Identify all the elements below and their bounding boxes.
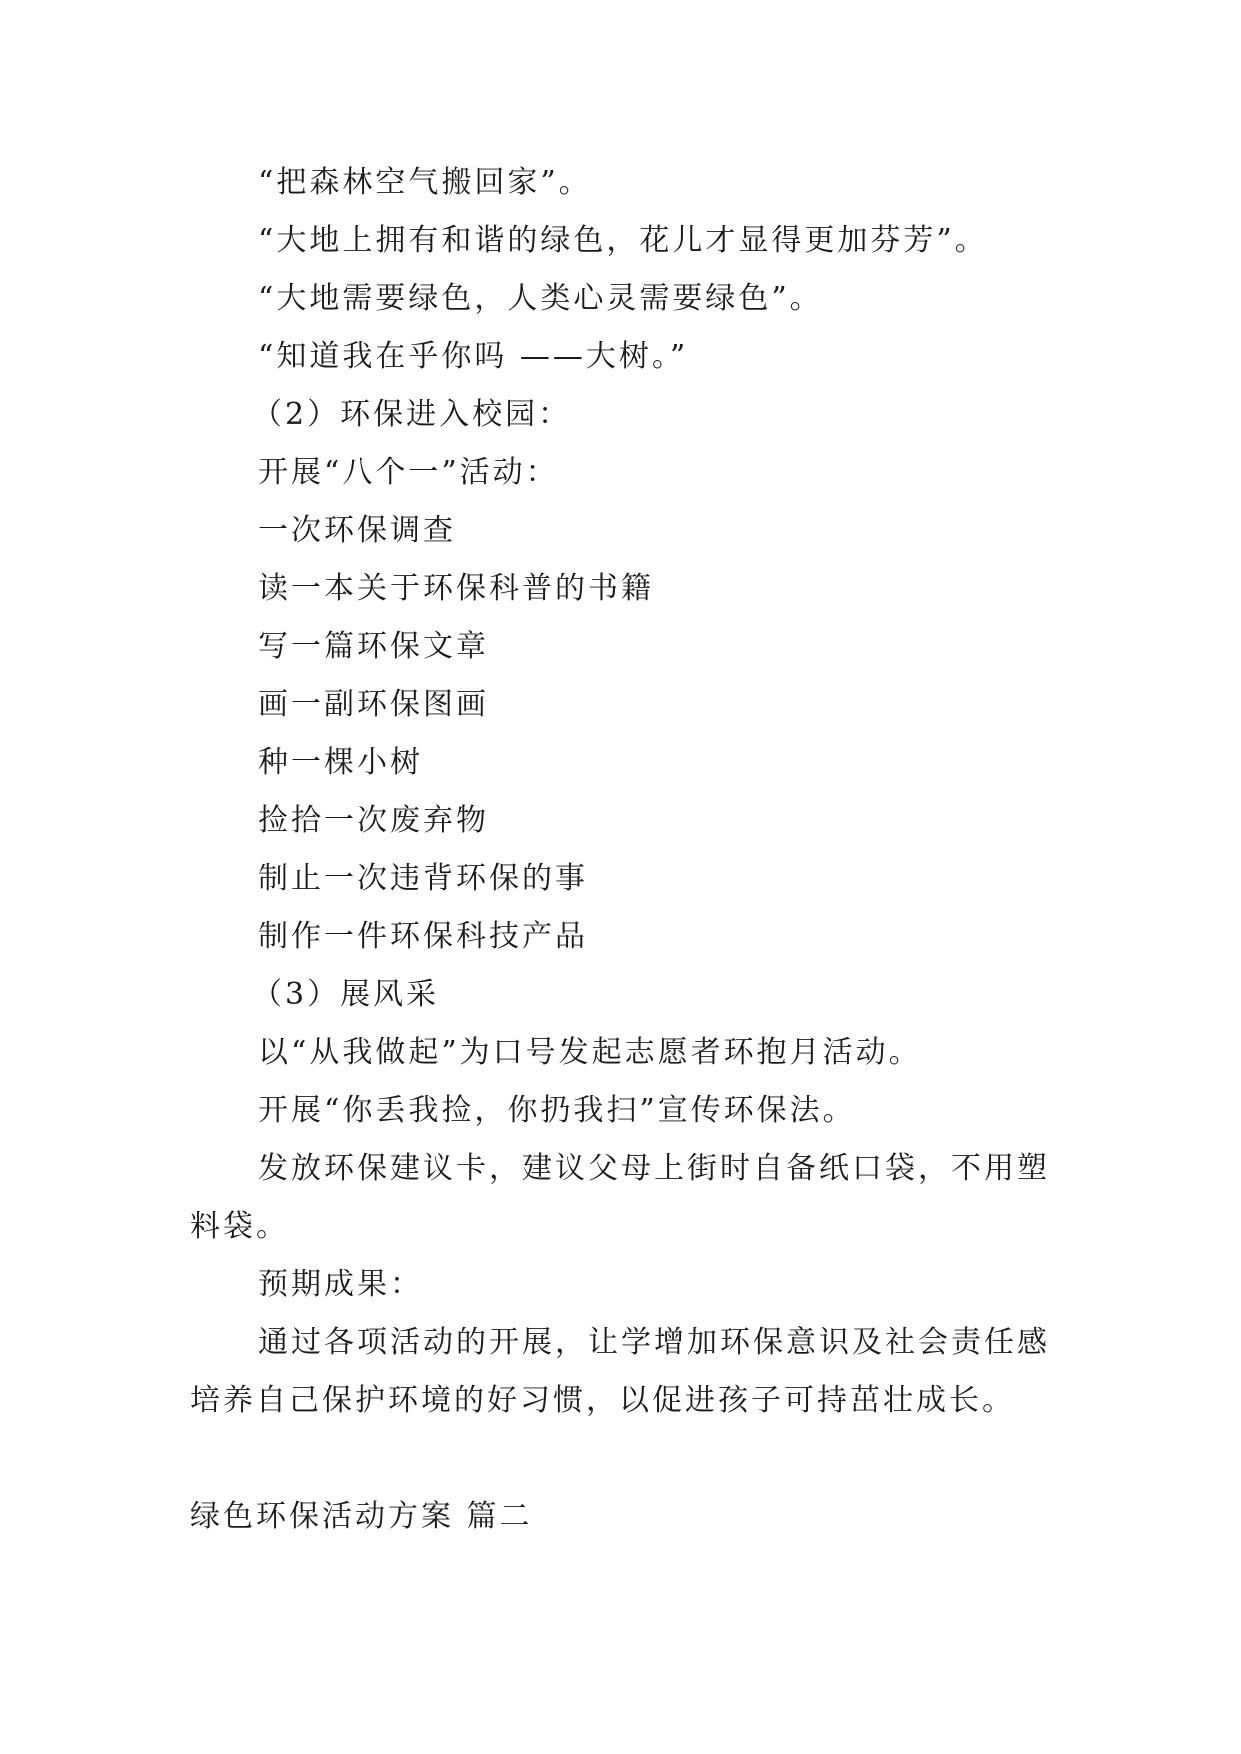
section-heading: 绿色环保活动方案 篇二 — [190, 1499, 533, 1534]
text-line: （2）环保进入校园： — [252, 397, 572, 432]
text-line: 以“从我做起”为口号发起志愿者环抱月活动。 — [258, 1035, 922, 1070]
text-line: 制止一次违背环保的事 — [258, 861, 588, 896]
text-line: 写一篇环保文章 — [258, 629, 489, 664]
text-line: 捡拾一次废弃物 — [258, 803, 489, 838]
text-line: “知道我在乎你吗 ——大树。” — [258, 339, 689, 374]
text-line: 料袋。 — [190, 1209, 289, 1244]
text-line: 制作一件环保科技产品 — [258, 919, 588, 954]
text-line: 培养自己保护环境的好习惯，以促进孩子可持茁壮成长。 — [190, 1383, 1015, 1418]
text-line: （3）展风采 — [252, 977, 440, 1012]
text-line: “把森林空气搬回家”。 — [258, 165, 592, 200]
text-line: 开展“你丢我捡，你扔我扫”宣传环保法。 — [258, 1093, 856, 1128]
text-line: “大地需要绿色，人类心灵需要绿色”。 — [258, 281, 823, 316]
text-line: “大地上拥有和谐的绿色，花儿才显得更加芬芳”。 — [258, 223, 988, 258]
text-line: 预期成果： — [258, 1267, 423, 1302]
text-line: 一次环保调查 — [258, 513, 456, 548]
text-line: 发放环保建议卡，建议父母上街时自备纸口袋，不用塑 — [258, 1151, 1050, 1186]
text-line: 通过各项活动的开展，让学增加环保意识及社会责任感 — [258, 1325, 1050, 1360]
text-line: 读一本关于环保科普的书籍 — [258, 571, 654, 606]
text-line: 画一副环保图画 — [258, 687, 489, 722]
text-line: 种一棵小树 — [258, 745, 423, 780]
text-line: 开展“八个一”活动： — [258, 455, 559, 490]
